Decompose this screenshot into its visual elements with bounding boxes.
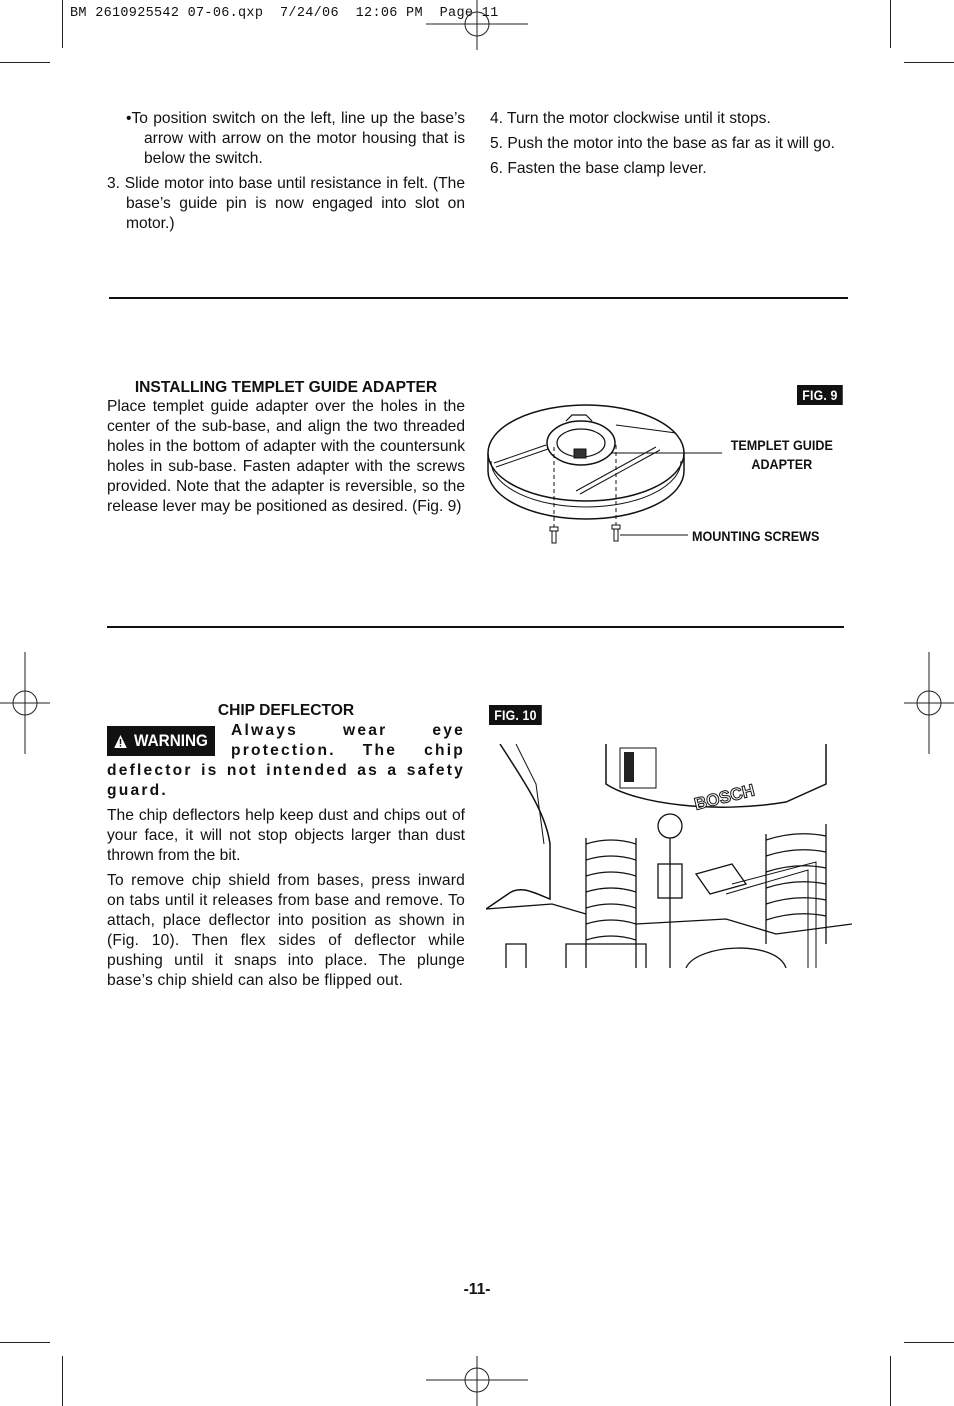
mounting-screw-icon — [612, 525, 620, 541]
brand-logo: BOSCH — [692, 780, 757, 814]
chip-heading: CHIP DEFLECTOR — [217, 702, 355, 719]
page-number: -11- — [463, 1281, 491, 1298]
chip-para-2: To remove chip shield from bases, press inward on tabs until it releases from base and remove. To attach, place deflector into position as shown in (Fig. 10). Then flex sides of deflector while pushing until it snaps into place. The plunge base’s chip shield can also be flipped out. — [107, 872, 465, 989]
step-6: 6. Fasten the base clamp lever. — [490, 160, 707, 177]
registration-mark-bottom — [426, 1356, 528, 1406]
callout-templet-guide-adapter: TEMPLET GUIDE ADAPTER — [730, 437, 833, 472]
chip-para-1: The chip deflectors help keep dust and chips out of your face, it will not stop objects larger than dust thrown from the bit. — [107, 807, 465, 864]
registration-mark-right — [904, 652, 954, 754]
registration-mark-left — [0, 652, 50, 754]
fig-9-label: FIG. 9 — [797, 385, 843, 405]
fig-10-label: FIG. 10 — [489, 705, 542, 725]
top-right-column — [490, 109, 848, 179]
templet-heading: INSTALLING TEMPLET GUIDE ADAPTER — [134, 379, 438, 396]
fig-10-illustration — [486, 744, 852, 968]
print-slug: BM 2610925542 07-06.qxp 7/24/06 12:06 PM Page 11 — [70, 6, 499, 21]
warning-text: Always wear eye protection. The chip deflector is not intended as a safety guard. — [107, 722, 465, 799]
step-3: 3. Slide motor into base until resistance in felt. (The base’s guide pin is now engaged into slot on motor.) — [107, 175, 465, 232]
step-4: 4. Turn the motor clockwise until it stops. — [490, 110, 771, 127]
mounting-screw-icon — [550, 527, 558, 543]
section-divider-1 — [109, 297, 848, 299]
warning-badge: WARNING — [107, 726, 215, 756]
templet-body: Place templet guide adapter over the holes in the center of the sub-base, and align the two threaded holes in the bottom of adapter with the countersunk holes in sub-base. Fasten adapter with the screws provided. Note that the adapter is reversible, so the release lever may be positioned as desired. (Fig. 9) — [107, 398, 465, 515]
bullet-switch-left: •To position switch on the left, line up the base’s arrow with arrow on the motor housing that is below the switch. — [126, 110, 465, 167]
top-left-column — [107, 109, 465, 234]
section-divider-2 — [107, 626, 844, 628]
templet-section — [107, 379, 465, 517]
step-5: 5. Push the motor into the base as far as it will go. — [490, 135, 835, 152]
callout-mounting-screws: MOUNTING SCREWS — [692, 528, 820, 544]
chip-body — [107, 806, 465, 991]
